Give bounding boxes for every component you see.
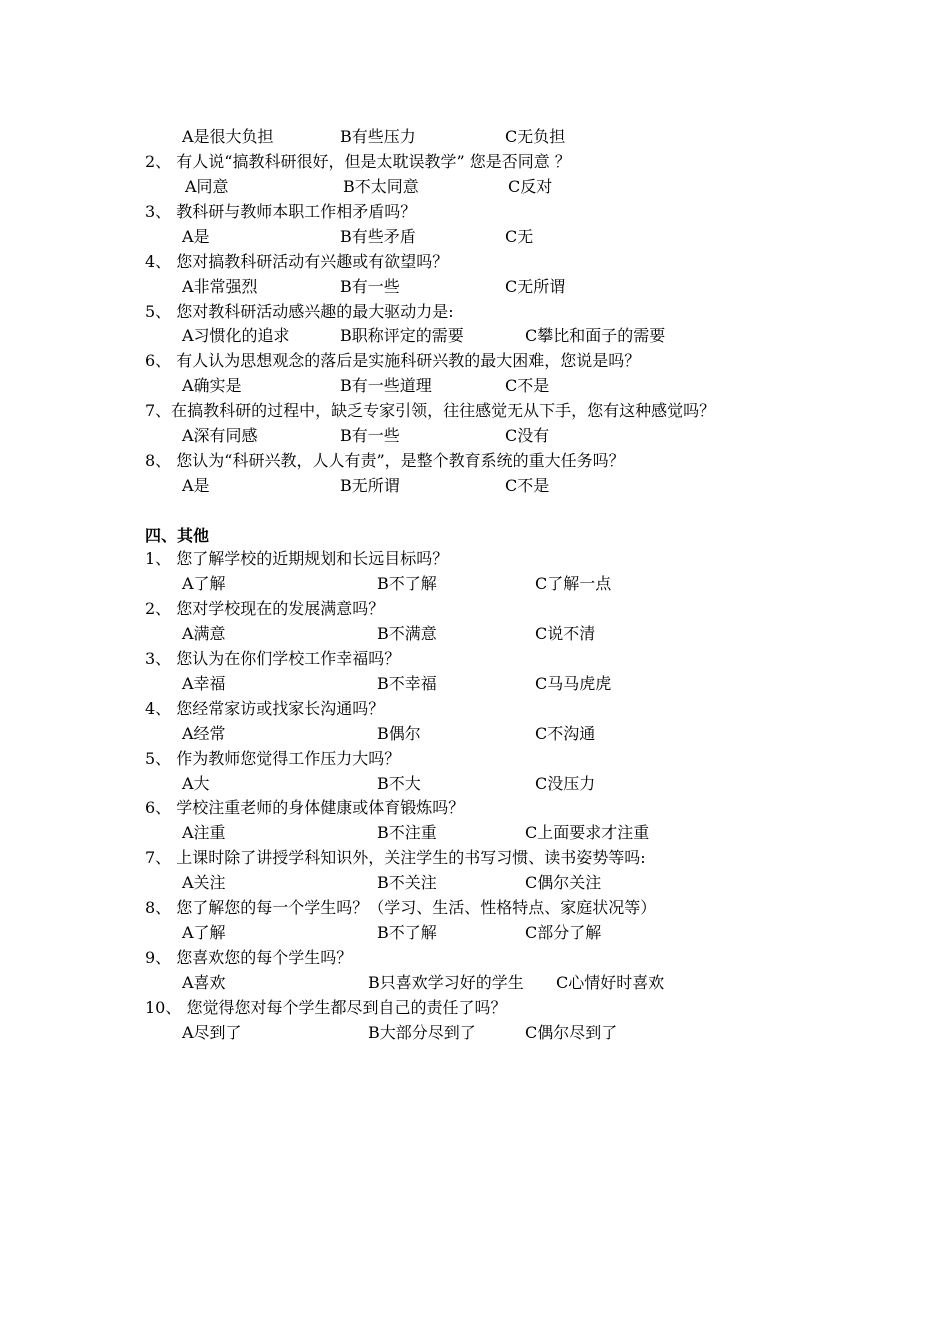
- s3-question-6: 6、 有人认为思想观念的落后是实施科研兴教的最大困难，您说是吗？: [145, 351, 641, 370]
- s3-q5-option-b: B职称评定的需要: [340, 326, 464, 345]
- s4-q9-option-c: C心情好时喜欢: [556, 973, 665, 992]
- s4-q2-option-a: A满意: [182, 624, 226, 643]
- s4-question-10: 10、 您觉得您对每个学生都尽到自己的责任了吗？: [145, 998, 507, 1017]
- s4-q1-option-b: B不了解: [377, 574, 437, 593]
- s4-q10-option-c: C偶尔尽到了: [525, 1023, 618, 1042]
- s4-q4-option-a: A经常: [182, 724, 226, 743]
- s4-question-2: 2、 您对学校现在的发展满意吗？: [145, 599, 385, 618]
- s4-q2-option-c: C说不清: [535, 624, 596, 643]
- s4-q10-option-a: A尽到了: [182, 1023, 242, 1042]
- s4-q9-option-b: B只喜欢学习好的学生: [368, 973, 524, 992]
- s4-question-4: 4、 您经常家访或找家长沟通吗？: [145, 699, 385, 718]
- s3-q2-option-a: A同意: [185, 177, 229, 196]
- s3-question-8: 8、 您认为“科研兴教，人人有责”，是整个教育系统的重大任务吗？: [145, 451, 625, 470]
- s4-q1-option-c: C了解一点: [535, 574, 612, 593]
- s3-q8-option-a: A是: [182, 476, 210, 495]
- s3-q3-option-c: C无: [505, 227, 534, 246]
- s4-q3-option-b: B不幸福: [377, 674, 437, 693]
- s4-q7-option-b: B不关注: [377, 873, 437, 892]
- s4-q7-option-a: A关注: [182, 873, 226, 892]
- s3-q4-option-c: C无所谓: [505, 277, 566, 296]
- s4-question-3: 3、 您认为在你们学校工作幸福吗？: [145, 649, 401, 668]
- s3-q5-option-a: A习惯化的追求: [182, 326, 290, 345]
- s4-question-8: 8、 您了解您的每一个学生吗？（学习、生活、性格特点、家庭状况等）: [145, 898, 657, 917]
- s3-q1-option-b: B有些压力: [340, 127, 416, 146]
- s4-q10-option-b: B大部分尽到了: [368, 1023, 476, 1042]
- s3-q3-option-a: A是: [182, 227, 210, 246]
- s4-q5-option-a: A大: [182, 774, 210, 793]
- s3-q8-option-c: C不是: [505, 476, 550, 495]
- s3-q8-option-b: B无所谓: [340, 476, 400, 495]
- s3-q1-option-c: C无负担: [505, 127, 566, 146]
- s3-q7-option-a: A深有同感: [182, 426, 258, 445]
- s3-question-4: 4、 您对搞教科研活动有兴趣或有欲望吗？: [145, 252, 449, 271]
- s3-q4-option-b: B有一些: [340, 277, 400, 296]
- s4-q6-option-b: B不注重: [377, 823, 437, 842]
- s3-q6-option-b: B有一些道理: [340, 376, 432, 395]
- s4-q4-option-c: C不沟通: [535, 724, 596, 743]
- s4-question-9: 9、 您喜欢您的每个学生吗？: [145, 948, 353, 967]
- s3-q7-option-c: C没有: [505, 426, 550, 445]
- s3-question-2: 2、 有人说“搞教科研很好，但是太耽误教学” 您是否同意 ？: [145, 152, 571, 171]
- s4-q3-option-a: A幸福: [182, 674, 226, 693]
- s4-q7-option-c: C偶尔关注: [525, 873, 602, 892]
- s4-q2-option-b: B不满意: [377, 624, 437, 643]
- s4-q8-option-a: A了解: [182, 923, 226, 942]
- s3-q3-option-b: B有些矛盾: [340, 227, 416, 246]
- s4-question-7: 7、 上课时除了讲授学科知识外，关注学生的书写习惯、读书姿势等吗:: [145, 848, 646, 867]
- s4-question-1: 1、 您了解学校的近期规划和长远目标吗？: [145, 549, 449, 568]
- s3-q5-option-c: C攀比和面子的需要: [525, 326, 666, 345]
- s4-question-5: 5、 作为教师您觉得工作压力大吗？: [145, 749, 401, 768]
- s4-q6-option-c: C上面要求才注重: [525, 823, 650, 842]
- s3-q6-option-a: A确实是: [182, 376, 242, 395]
- s4-q6-option-a: A注重: [182, 823, 226, 842]
- s3-question-3: 3、 教科研与教师本职工作相矛盾吗？: [145, 202, 417, 221]
- s3-question-5: 5、 您对教科研活动感兴趣的最大驱动力是:: [145, 302, 454, 321]
- s4-question-6: 6、 学校注重老师的身体健康或体育锻炼吗？: [145, 798, 465, 817]
- s3-q2-option-c: C反对: [508, 177, 553, 196]
- s4-q1-option-a: A了解: [182, 574, 226, 593]
- s3-q6-option-c: C不是: [505, 376, 550, 395]
- s4-q9-option-a: A喜欢: [182, 973, 226, 992]
- s4-q8-option-b: B不了解: [377, 923, 437, 942]
- s3-q4-option-a: A非常强烈: [182, 277, 258, 296]
- s4-q5-option-c: C没压力: [535, 774, 596, 793]
- s4-q5-option-b: B不大: [377, 774, 421, 793]
- s4-q8-option-c: C部分了解: [525, 923, 602, 942]
- section-4-heading: 四、其他: [145, 526, 210, 545]
- s4-q4-option-b: B偶尔: [377, 724, 421, 743]
- s3-q7-option-b: B有一些: [340, 426, 400, 445]
- s3-q2-option-b: B不太同意: [343, 177, 419, 196]
- s3-question-7: 7、在搞教科研的过程中，缺乏专家引领，往往感觉无从下手，您有这种感觉吗？: [145, 401, 716, 420]
- s3-q1-option-a: A是很大负担: [182, 127, 274, 146]
- s4-q3-option-c: C马马虎虎: [535, 674, 612, 693]
